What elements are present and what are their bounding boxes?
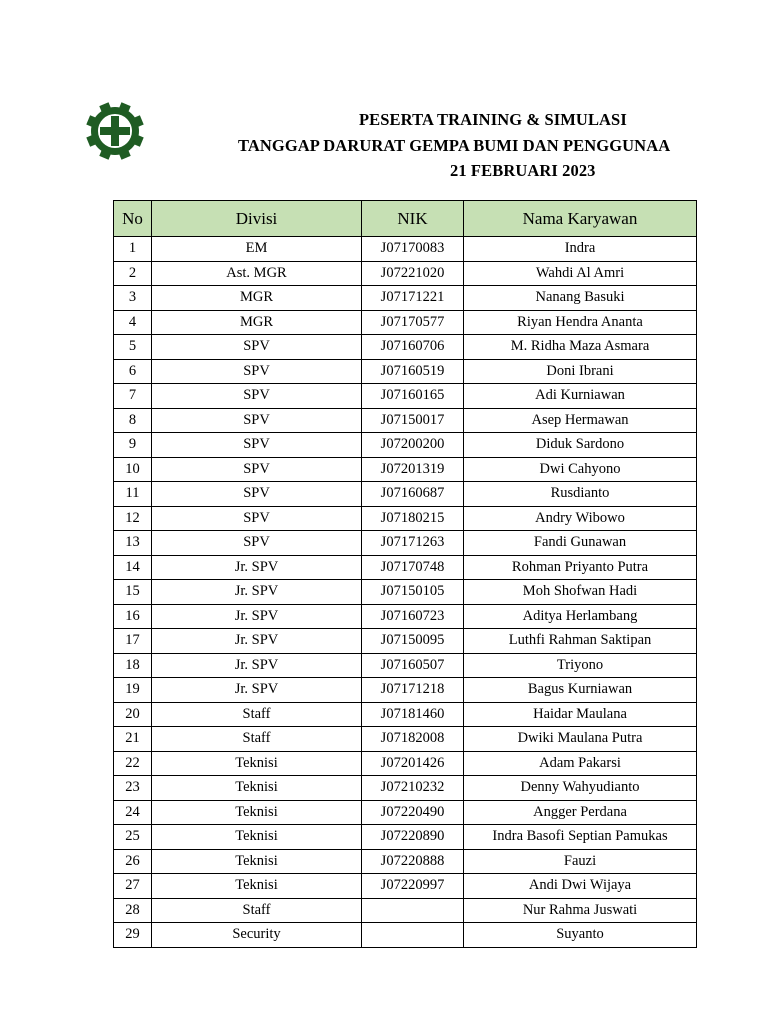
table-header-row: [114, 201, 697, 237]
cell-nama-karyawan: Riyan Hendra Ananta: [464, 310, 697, 335]
table-row: [114, 408, 697, 433]
cell-no: 28: [114, 898, 152, 923]
cell-no: 23: [114, 776, 152, 801]
table-row: [114, 384, 697, 409]
cell-nama-karyawan: Bagus Kurniawan: [464, 678, 697, 703]
cell-divisi: SPV: [152, 335, 362, 360]
table-row: [114, 261, 697, 286]
table-row: [114, 604, 697, 629]
cell-divisi: MGR: [152, 286, 362, 311]
cell-nama-karyawan: Rusdianto: [464, 482, 697, 507]
cell-nik: J07220890: [362, 825, 464, 850]
cell-no: 17: [114, 629, 152, 654]
cell-nama-karyawan: Angger Perdana: [464, 800, 697, 825]
table-row: [114, 898, 697, 923]
cell-no: 5: [114, 335, 152, 360]
cell-nik: J07160165: [362, 384, 464, 409]
cell-no: 4: [114, 310, 152, 335]
cell-nik: J07170748: [362, 555, 464, 580]
cell-nama-karyawan: Adi Kurniawan: [464, 384, 697, 409]
cell-divisi: Teknisi: [152, 825, 362, 850]
cell-no: 8: [114, 408, 152, 433]
cell-divisi: Jr. SPV: [152, 580, 362, 605]
cell-nik: J07181460: [362, 702, 464, 727]
cell-divisi: EM: [152, 237, 362, 262]
table-row: [114, 849, 697, 874]
table-row: [114, 457, 697, 482]
table-row: [114, 825, 697, 850]
cell-nama-karyawan: Triyono: [464, 653, 697, 678]
cell-no: 15: [114, 580, 152, 605]
cell-no: 19: [114, 678, 152, 703]
cell-divisi: Staff: [152, 727, 362, 752]
table-row: [114, 286, 697, 311]
cell-nama-karyawan: Doni Ibrani: [464, 359, 697, 384]
cell-divisi: Teknisi: [152, 849, 362, 874]
table-row: [114, 678, 697, 703]
table-row: [114, 506, 697, 531]
cell-divisi: Teknisi: [152, 751, 362, 776]
cell-no: 14: [114, 555, 152, 580]
cell-nik: J07150017: [362, 408, 464, 433]
table-row: [114, 874, 697, 899]
table-row: [114, 776, 697, 801]
cell-nik: J07160723: [362, 604, 464, 629]
cell-nama-karyawan: Moh Shofwan Hadi: [464, 580, 697, 605]
cell-divisi: SPV: [152, 359, 362, 384]
cell-nik: J07160507: [362, 653, 464, 678]
table-row: [114, 702, 697, 727]
cell-nik: J07160519: [362, 359, 464, 384]
cell-divisi: SPV: [152, 384, 362, 409]
column-header-nik: NIK: [362, 201, 464, 237]
cell-nik: J07200200: [362, 433, 464, 458]
cell-nik: J07171218: [362, 678, 464, 703]
table-row: [114, 531, 697, 556]
cell-no: 7: [114, 384, 152, 409]
cell-nama-karyawan: Andi Dwi Wijaya: [464, 874, 697, 899]
cell-divisi: Jr. SPV: [152, 678, 362, 703]
cell-no: 6: [114, 359, 152, 384]
cell-nik: J07170083: [362, 237, 464, 262]
cell-no: 27: [114, 874, 152, 899]
cell-nama-karyawan: Denny Wahyudianto: [464, 776, 697, 801]
cell-nama-karyawan: Indra Basofi Septian Pamukas: [464, 825, 697, 850]
table-row: [114, 310, 697, 335]
table-row: [114, 800, 697, 825]
cell-divisi: Jr. SPV: [152, 629, 362, 654]
table-body: [114, 237, 697, 948]
cell-nama-karyawan: Luthfi Rahman Saktipan: [464, 629, 697, 654]
table-row: [114, 237, 697, 262]
cell-nik: J07210232: [362, 776, 464, 801]
cell-nik: J07170577: [362, 310, 464, 335]
cell-no: 9: [114, 433, 152, 458]
column-header-nama-karyawan: Nama Karyawan: [464, 201, 697, 237]
cell-no: 12: [114, 506, 152, 531]
cell-divisi: SPV: [152, 457, 362, 482]
cell-no: 2: [114, 261, 152, 286]
cell-nama-karyawan: Asep Hermawan: [464, 408, 697, 433]
cell-nik: J07160687: [362, 482, 464, 507]
cell-no: 10: [114, 457, 152, 482]
cell-nik: J07171221: [362, 286, 464, 311]
cell-divisi: MGR: [152, 310, 362, 335]
table-row: [114, 335, 697, 360]
cell-divisi: SPV: [152, 433, 362, 458]
cell-nik: J07182008: [362, 727, 464, 752]
table-row: [114, 923, 697, 948]
cell-nama-karyawan: M. Ridha Maza Asmara: [464, 335, 697, 360]
cell-divisi: Jr. SPV: [152, 653, 362, 678]
column-header-divisi: Divisi: [152, 201, 362, 237]
table-row: [114, 433, 697, 458]
cell-divisi: SPV: [152, 506, 362, 531]
cell-nik: J07220888: [362, 849, 464, 874]
cell-no: 20: [114, 702, 152, 727]
document-subtitle: TANGGAP DARURAT GEMPA BUMI DAN PENGGUNAA: [238, 136, 671, 155]
table-row: [114, 482, 697, 507]
table-row: [114, 555, 697, 580]
cell-no: 11: [114, 482, 152, 507]
cell-divisi: Jr. SPV: [152, 604, 362, 629]
cell-divisi: Security: [152, 923, 362, 948]
cell-no: 29: [114, 923, 152, 948]
cell-nik: J07171263: [362, 531, 464, 556]
cell-no: 21: [114, 727, 152, 752]
cell-nama-karyawan: Aditya Herlambang: [464, 604, 697, 629]
table-row: [114, 359, 697, 384]
cell-nik: J07201319: [362, 457, 464, 482]
cell-no: 1: [114, 237, 152, 262]
cell-nama-karyawan: Diduk Sardono: [464, 433, 697, 458]
cell-nama-karyawan: Dwiki Maulana Putra: [464, 727, 697, 752]
cell-divisi: Ast. MGR: [152, 261, 362, 286]
table-row: [114, 580, 697, 605]
cell-nama-karyawan: Adam Pakarsi: [464, 751, 697, 776]
cell-divisi: Teknisi: [152, 800, 362, 825]
column-header-no: No: [114, 201, 152, 237]
cell-nama-karyawan: Dwi Cahyono: [464, 457, 697, 482]
cell-nik: J07220490: [362, 800, 464, 825]
cell-no: 16: [114, 604, 152, 629]
cell-nik: J07180215: [362, 506, 464, 531]
cell-no: 22: [114, 751, 152, 776]
cell-nama-karyawan: Fandi Gunawan: [464, 531, 697, 556]
cell-no: 26: [114, 849, 152, 874]
cell-nik: [362, 923, 464, 948]
cell-nama-karyawan: Nanang Basuki: [464, 286, 697, 311]
table-row: [114, 653, 697, 678]
cell-nama-karyawan: Rohman Priyanto Putra: [464, 555, 697, 580]
document-title: PESERTA TRAINING & SIMULASI: [359, 110, 627, 129]
cell-nama-karyawan: Nur Rahma Juswati: [464, 898, 697, 923]
cell-no: 3: [114, 286, 152, 311]
cell-divisi: SPV: [152, 531, 362, 556]
cell-divisi: Jr. SPV: [152, 555, 362, 580]
cell-no: 13: [114, 531, 152, 556]
table-row: [114, 727, 697, 752]
cell-divisi: Teknisi: [152, 776, 362, 801]
cell-no: 18: [114, 653, 152, 678]
cell-nik: J07150105: [362, 580, 464, 605]
cell-divisi: Staff: [152, 898, 362, 923]
cell-nama-karyawan: Andry Wibowo: [464, 506, 697, 531]
cell-nama-karyawan: Suyanto: [464, 923, 697, 948]
table-row: [114, 751, 697, 776]
cell-divisi: SPV: [152, 408, 362, 433]
participant-table: [113, 200, 697, 948]
cell-nama-karyawan: Wahdi Al Amri: [464, 261, 697, 286]
cell-nama-karyawan: Fauzi: [464, 849, 697, 874]
cell-divisi: Teknisi: [152, 874, 362, 899]
cell-nik: J07160706: [362, 335, 464, 360]
cell-nik: J07150095: [362, 629, 464, 654]
cell-nik: J07221020: [362, 261, 464, 286]
cell-divisi: Staff: [152, 702, 362, 727]
cell-no: 24: [114, 800, 152, 825]
cell-nama-karyawan: Indra: [464, 237, 697, 262]
cell-no: 25: [114, 825, 152, 850]
cell-nik: J07220997: [362, 874, 464, 899]
cell-divisi: SPV: [152, 482, 362, 507]
table-row: [114, 629, 697, 654]
cell-nik: J07201426: [362, 751, 464, 776]
document-date: 21 FEBRUARI 2023: [450, 161, 596, 180]
cell-nama-karyawan: Haidar Maulana: [464, 702, 697, 727]
cell-nik: [362, 898, 464, 923]
